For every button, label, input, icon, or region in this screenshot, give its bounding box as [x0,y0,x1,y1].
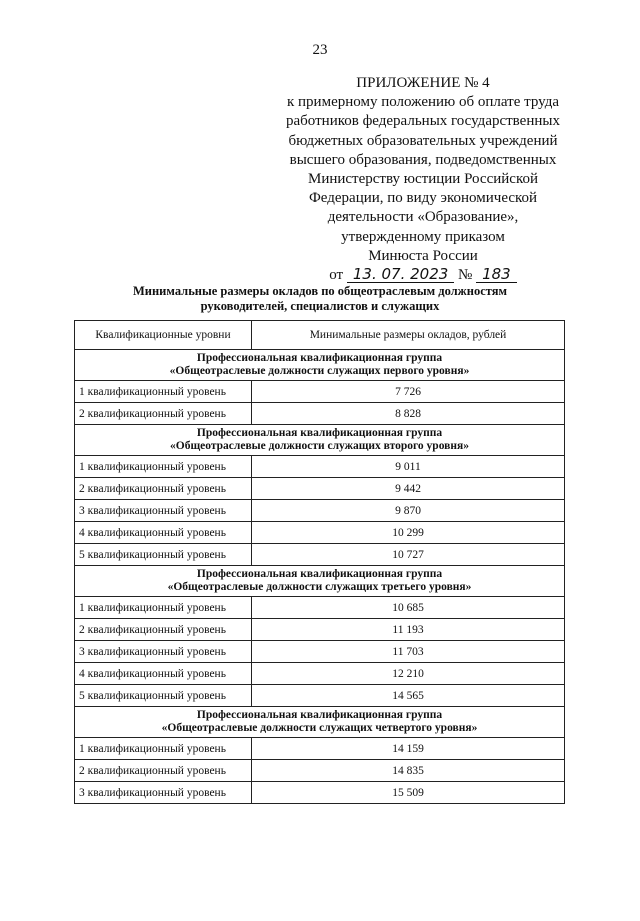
page-number: 23 [312,42,328,58]
min-salary-cell: 11 703 [252,641,565,663]
header-salaries: Минимальные размеры окладов, рублей [252,321,565,350]
appendix-line: бюджетных образовательных учреждений [288,132,558,149]
appendix-line: работников федеральных государственных [286,113,560,130]
appendix-line: Федерации, по виду экономической [308,190,538,207]
min-salary-cell: 10 685 [252,597,565,619]
group-title [75,566,565,597]
min-salary-cell: 10 727 [252,544,565,566]
min-salary-cell: 7 726 [252,381,565,403]
group-title-line: Профессиональная квалификационная группа [196,709,443,721]
table-row [75,456,565,478]
group-row [75,425,565,456]
salary-table [74,320,565,804]
qualification-level-cell: 5 квалификационный уровень [75,685,252,707]
group-title-line: «Общеотраслевые должности служащих второго уровня» [170,440,469,452]
group-title-line: Профессиональная квалификационная группа [196,352,443,364]
table-row [75,738,565,760]
table-row [75,381,565,403]
table-header-row [75,321,565,350]
qualification-level-cell: 1 квалификационный уровень [75,738,252,760]
appendix-line: Минюста России [368,247,478,264]
appendix-line: высшего образования, подведомственных [289,151,557,168]
group-title-line: Профессиональная квалификационная группа [196,568,443,580]
table-row [75,619,565,641]
table-row [75,403,565,425]
qualification-level-cell: 2 квалификационный уровень [75,619,252,641]
group-title-line: «Общеотраслевые должности служащих первого уровня» [169,365,470,377]
min-salary-cell: 14 565 [252,685,565,707]
appendix-line: деятельности «Образование», [327,209,519,226]
min-salary-cell: 14 835 [252,760,565,782]
table-body [75,350,565,804]
appendix-line: Министерству юстиции Российской [307,171,539,188]
group-title-line: «Общеотраслевые должности служащих четвертого уровня» [161,722,478,734]
table-row [75,782,565,804]
appendix-line: к примерному положению об оплате труда [286,94,559,111]
qualification-level-cell: 4 квалификационный уровень [75,663,252,685]
qualification-level-cell: 3 квалификационный уровень [75,782,252,804]
header-levels: Квалификационные уровни [75,321,252,350]
order-prefix: от [329,267,344,284]
table-row [75,663,565,685]
table-row [75,641,565,663]
qualification-level-cell: 3 квалификационный уровень [75,500,252,522]
group-title [75,350,565,381]
min-salary-cell: 14 159 [252,738,565,760]
min-salary-cell: 9 870 [252,500,565,522]
qualification-level-cell: 2 квалификационный уровень [75,403,252,425]
group-row [75,566,565,597]
qualification-level-cell: 5 квалификационный уровень [75,544,252,566]
group-title-line: Профессиональная квалификационная группа [196,427,443,439]
table-row [75,685,565,707]
order-number-label: № [458,267,473,284]
group-row [75,350,565,381]
min-salary-cell: 9 011 [252,456,565,478]
qualification-level-cell: 2 квалификационный уровень [75,478,252,500]
qualification-level-cell: 2 квалификационный уровень [75,760,252,782]
table-row [75,478,565,500]
qualification-level-cell: 1 квалификационный уровень [75,597,252,619]
order-line [268,266,578,285]
qualification-level-cell: 4 квалификационный уровень [75,522,252,544]
appendix-line: утвержденному приказом [341,228,505,245]
qualification-level-cell: 1 квалификационный уровень [75,456,252,478]
min-salary-cell: 11 193 [252,619,565,641]
group-row [75,707,565,738]
table-heading [80,284,560,314]
min-salary-cell: 9 442 [252,478,565,500]
order-number-handwritten: 183 [476,266,517,283]
group-title [75,707,565,738]
table-row [75,597,565,619]
min-salary-cell: 8 828 [252,403,565,425]
qualification-level-cell: 1 квалификационный уровень [75,381,252,403]
min-salary-cell: 10 299 [252,522,565,544]
table-heading-line: Минимальные размеры окладов по общеотраслевым должностям [132,284,507,298]
table-row [75,760,565,782]
min-salary-cell: 15 509 [252,782,565,804]
order-date-handwritten: 13. 07. 2023 [347,266,454,283]
appendix-title: ПРИЛОЖЕНИЕ № 4 [356,75,490,91]
appendix-block [268,74,578,285]
qualification-level-cell: 3 квалификационный уровень [75,641,252,663]
group-title [75,425,565,456]
table-row [75,522,565,544]
table-row [75,500,565,522]
group-title-line: «Общеотраслевые должности служащих третьего уровня» [167,581,472,593]
table-row [75,544,565,566]
table-heading-line: руководителей, специалистов и служащих [200,299,440,313]
min-salary-cell: 12 210 [252,663,565,685]
